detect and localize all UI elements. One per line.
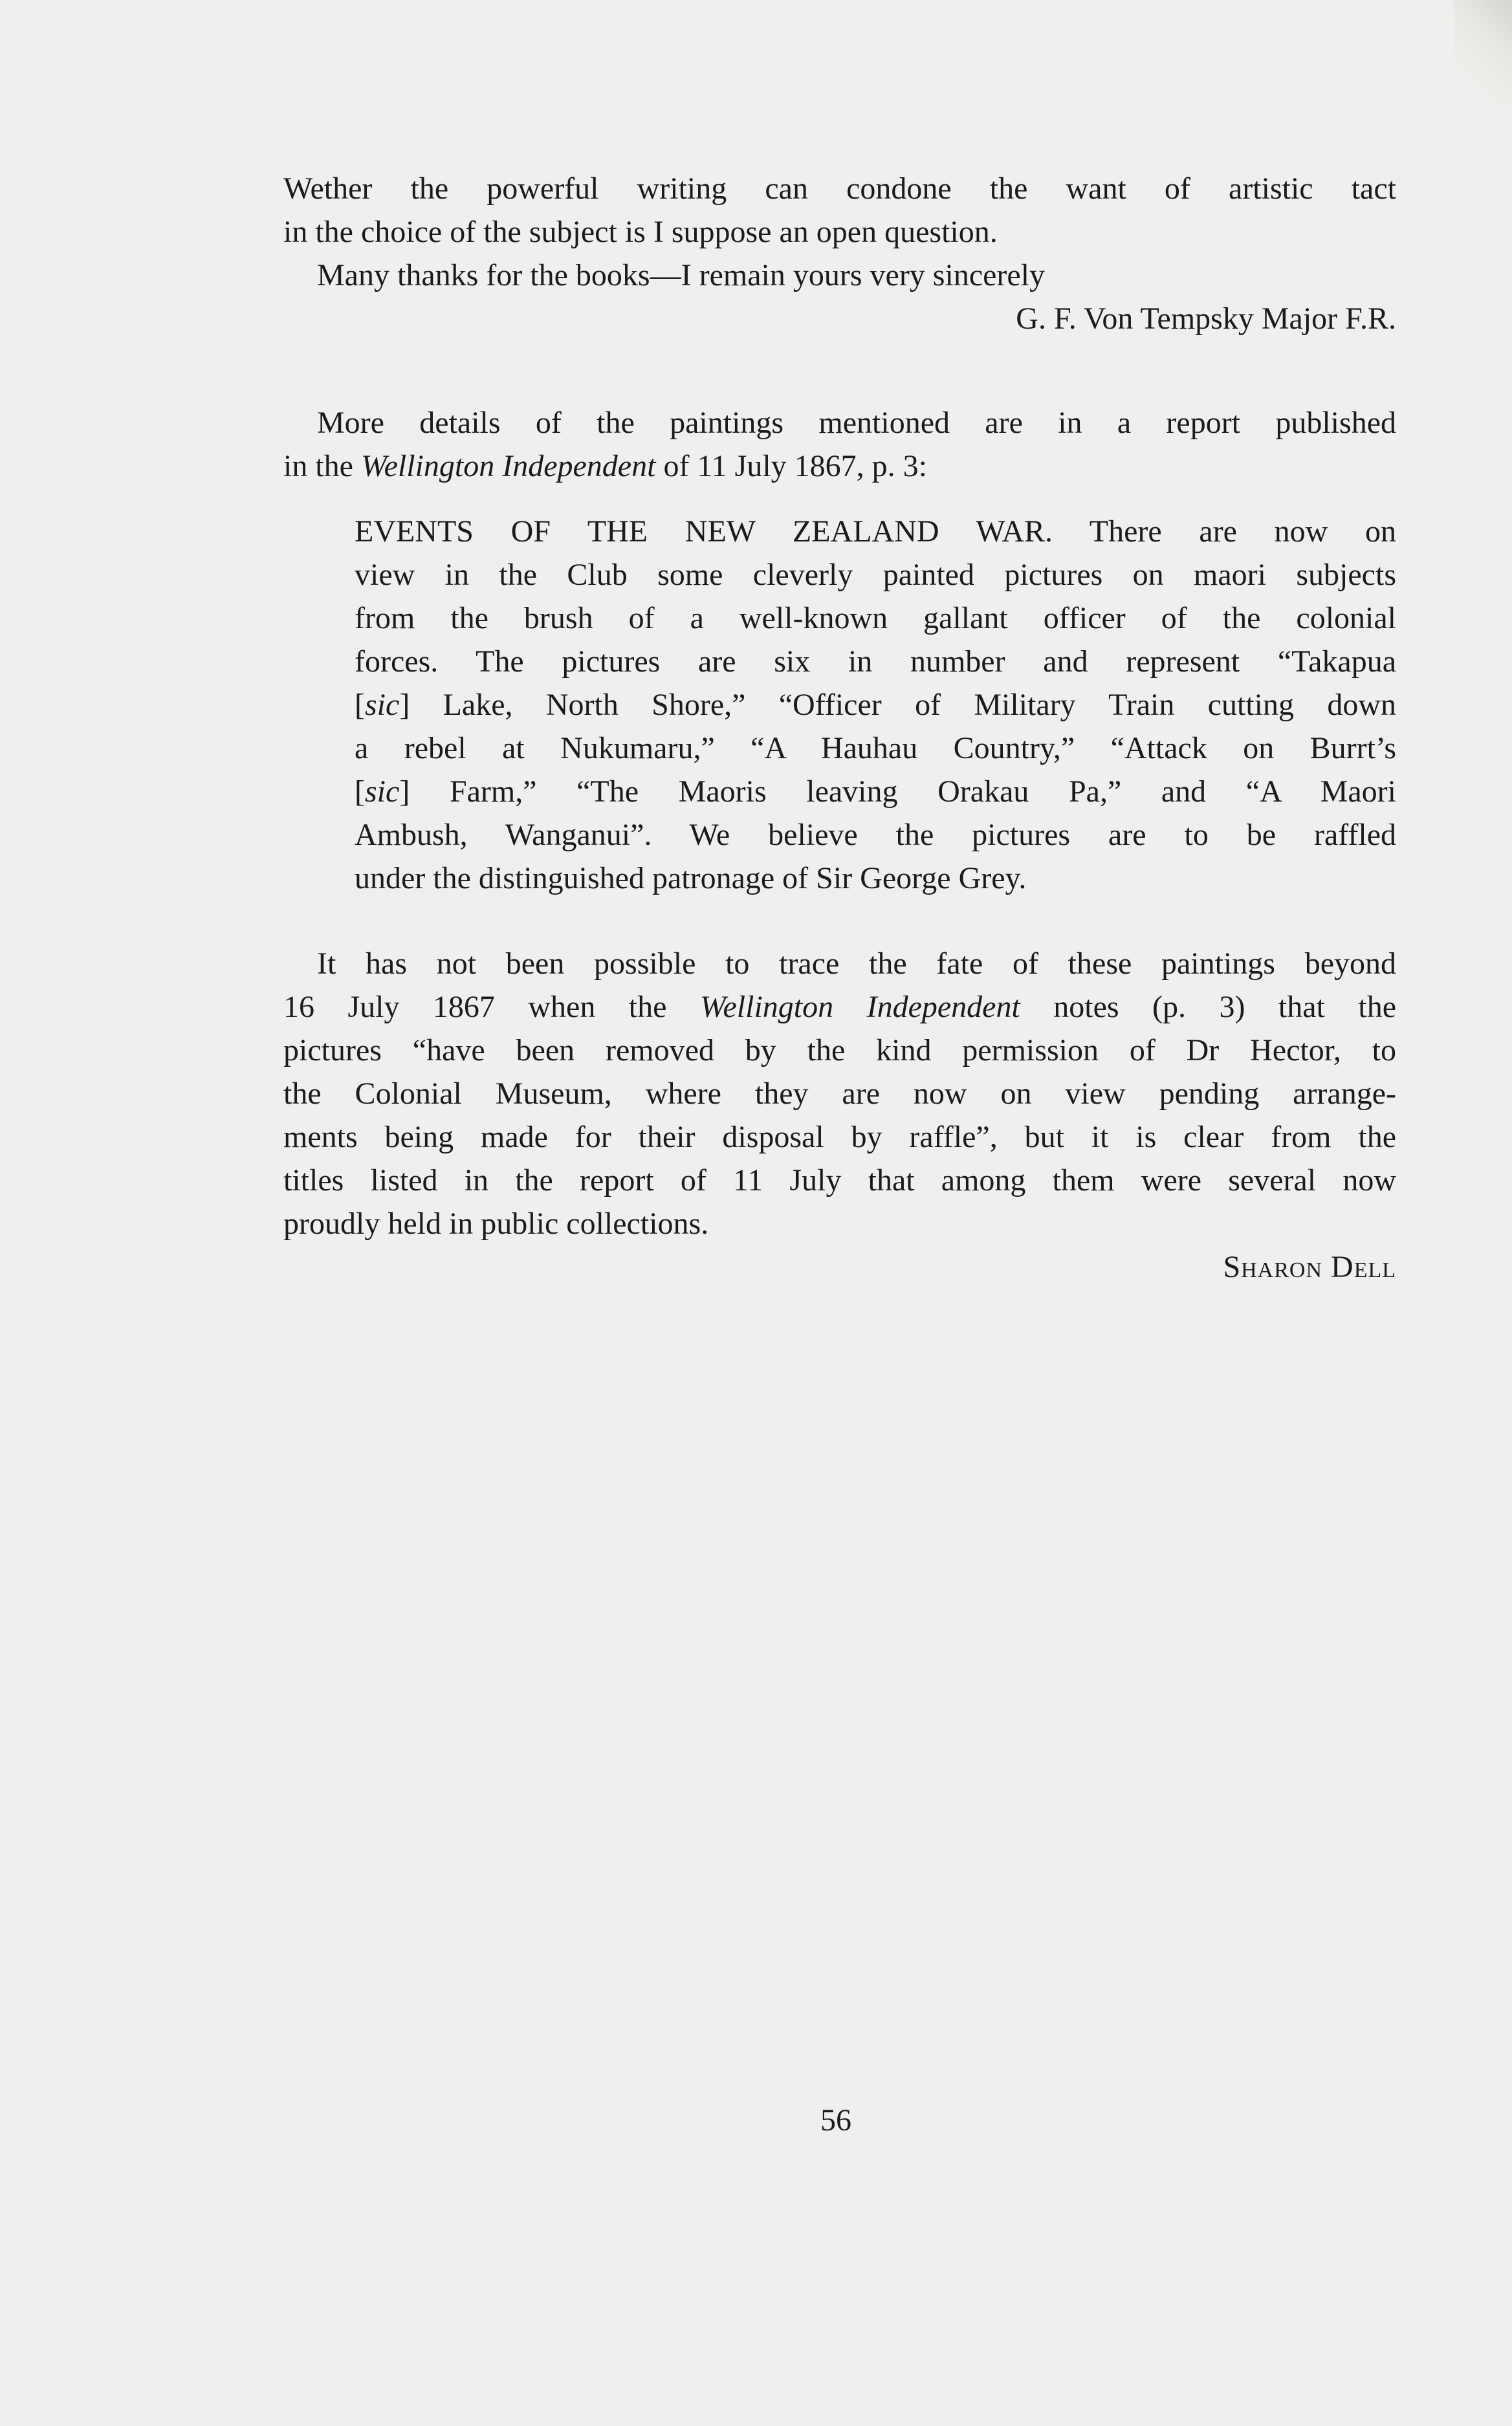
letter-signature: G. F. Von Tempsky Major F.R. <box>1016 301 1396 336</box>
newspaper-title: Wellington Independent <box>360 449 656 483</box>
text-run: [ <box>355 774 365 809</box>
quote-line: under the distinguished patronage of Sir George Grey. <box>355 861 1027 895</box>
page-edge-shadow <box>1454 0 1512 104</box>
paragraph-line: ments being made for their disposal by raffle”, but it is clear from the <box>283 1120 1396 1154</box>
quote-line <box>355 770 1396 813</box>
paragraph-line: the Colonial Museum, where they are now on view pending arrange- <box>283 1076 1396 1111</box>
text-run: notes (p. 3) that the <box>1020 990 1397 1024</box>
text-run: in the <box>283 449 361 483</box>
quote-line: from the brush of a well-known gallant officer of the colonial <box>355 601 1396 635</box>
paragraph-line <box>283 444 1396 488</box>
newspaper-title: Wellington Independent <box>699 990 1020 1024</box>
paragraph-line: proudly held in public collections. <box>283 1207 709 1241</box>
author-block <box>283 1245 1396 1289</box>
page-number: 56 <box>820 2103 851 2137</box>
letter-line: Many thanks for the books—I remain yours very sincerely <box>317 258 1046 292</box>
paragraph-line: titles listed in the report of 11 July that among them were several now <box>283 1163 1396 1197</box>
paragraph-line: It has not been possible to trace the fate of these paintings beyond <box>317 946 1396 981</box>
quote-line: Ambush, Wanganui”. We believe the pictures are to be raffled <box>355 818 1396 852</box>
paragraph-line: pictures “have been removed by the kind permission of Dr Hector, to <box>283 1033 1396 1067</box>
newspaper-quote <box>355 510 1396 900</box>
letter-closing <box>283 167 1396 340</box>
quote-line <box>355 683 1396 727</box>
quote-line: forces. The pictures are six in number and represent “Takapua <box>355 644 1396 679</box>
paragraph-conclusion <box>283 942 1396 1245</box>
paragraph-line: More details of the paintings mentioned are in a report published <box>317 406 1396 440</box>
quote-line: view in the Club some cleverly painted pictures on maori subjects <box>355 558 1396 592</box>
author-name: Sharon Dell <box>1223 1250 1396 1284</box>
text-run: [ <box>355 688 365 722</box>
sic-marker: sic <box>364 688 400 722</box>
text-run: ] Lake, North Shore,” “Officer of Military Train cutting down <box>399 688 1396 722</box>
text-run: 16 July 1867 when the <box>283 990 700 1024</box>
text-run: of 11 July 1867, p. 3: <box>655 449 928 483</box>
text-run: ] Farm,” “The Maoris leaving Orakau Pa,” and “A Maori <box>399 774 1396 809</box>
sic-marker: sic <box>364 774 400 809</box>
letter-line: Wether the powerful writing can condone the want of artistic tact <box>283 171 1396 206</box>
quote-line: EVENTS OF THE NEW ZEALAND WAR. There are now on <box>355 514 1396 549</box>
letter-line: in the choice of the subject is I suppose an open question. <box>283 215 998 249</box>
paragraph-line <box>283 985 1396 1029</box>
quote-line: a rebel at Nukumaru,” “A Hauhau Country,” “Attack on Burrt’s <box>355 731 1396 765</box>
paragraph-intro <box>283 401 1396 488</box>
